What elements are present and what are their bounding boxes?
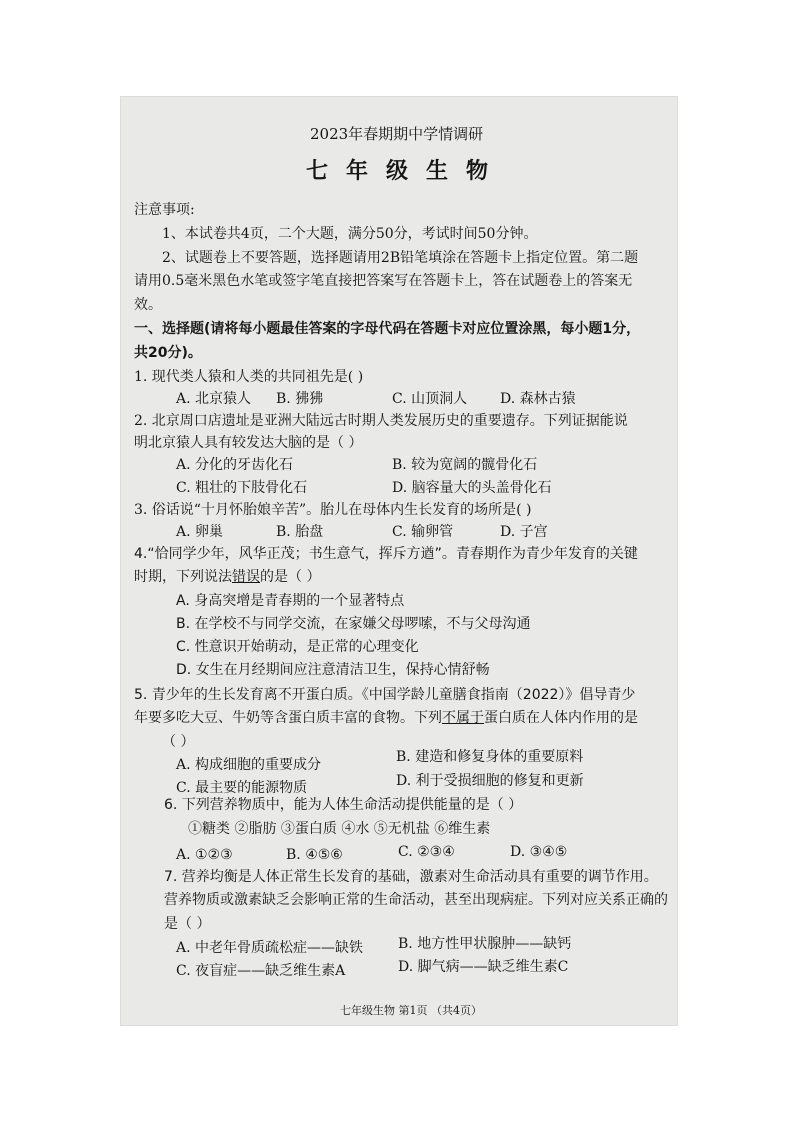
q6-items: ①糖类 ②脂肪 ③蛋白质 ④水 ⑤无机盐 ⑥维生素 [188,821,491,837]
q6-option-c: C. ②③④ [398,844,455,860]
notice-item-2-line-2: 请用0.5毫米黑色水笔或签字笔直接把答案写在答题卡上，答在试题卷上的答案无 [134,273,633,289]
q2-option-a: A. 分化的牙齿化石 [176,457,294,473]
q5-stem-line-2 [134,709,638,727]
q4-option-b: B. 在学校不与同学交流，在家嫌父母啰嗦，不与父母沟通 [176,616,531,632]
q7-option-c: C. 夜盲症——缺乏维生素A [176,963,346,979]
q7-stem-line-1: 7. 营养均衡是人体正常生长发育的基础，激素对生命活动具有重要的调节作用。 [164,869,658,885]
q2-option-b: B. 较为宽阔的髋骨化石 [392,457,538,473]
q5-stem-pre: 年要多吃大豆、牛奶等含蛋白质丰富的食物。下列 [134,710,442,726]
q5-stem-line-1: 5. 青少年的生长发育离不开蛋白质。《中国学龄儿童膳食指南（2022）》倡导青少 [134,687,636,703]
q4-stem-pre: 时期，下列说法 [134,569,232,585]
q3-option-c: C. 输卵管 [392,524,454,540]
q1-option-d: D. 森林古猿 [500,391,576,407]
section-heading-bold: 一、选择题 [134,321,204,337]
q5-option-b: B. 建造和修复身体的重要原料 [396,749,584,765]
q5-option-c: C. 最主要的能源物质 [176,780,308,796]
q5-stem-line-3: （ ） [162,734,195,750]
notice-item-1: 1、本试卷共4页，二个大题，满分50分，考试时间50分钟。 [162,226,538,242]
q6-option-a: A. ①②③ [176,847,233,863]
section-heading-line-2: 共20分)。 [134,345,202,361]
q4-option-d: D. 女生在月经期间应注意清洁卫生，保持心情舒畅 [176,662,490,678]
q4-stem-line-2 [134,568,320,586]
section-heading [134,320,640,338]
exam-title: 七年级生物 [306,158,507,184]
q4-stem-line-1: 4.“恰同学少年，风华正茂；书生意气，挥斥方遒”。青春期作为青少年发育的关键 [134,546,638,562]
q5-stem-underlined: 不属于 [442,710,484,726]
q3-option-b: B. 胎盘 [276,524,324,540]
q5-stem-post: 蛋白质在人体内作用的是 [484,710,638,726]
q5-option-a: A. 构成细胞的重要成分 [176,757,322,773]
q6-option-b: B. ④⑤⑥ [286,847,343,863]
q6-option-d: D. ③④⑤ [510,844,568,860]
q2-option-d: D. 脑容量大的头盖骨化石 [392,480,552,496]
notice-heading: 注意事项: [134,202,195,218]
q2-stem-line-2: 明北京猿人具有较发达大脑的是（ ） [134,435,363,451]
q2-option-c: C. 粗壮的下肢骨化石 [176,480,308,496]
q6-stem: 6. 下列营养物质中，能为人体生命活动提供能量的是（ ） [164,797,523,813]
q5-option-d: D. 利于受损细胞的修复和更新 [396,773,584,789]
q4-stem-post: 的是（ ） [260,569,321,585]
q3-option-d: D. 子宫 [500,524,548,540]
section-heading-rest: (请将每小题最佳答案的字母代码在答题卡对应位置涂黑，每小题1分， [204,321,641,337]
q7-stem-line-3: 是（ ） [164,916,211,932]
q4-stem-underlined: 错误 [232,569,260,585]
q1-option-c: C. 山顶洞人 [392,391,468,407]
q7-option-d: D. 脚气病——缺乏维生素C [398,959,569,975]
q4-option-a: A. 身高突增是青春期的一个显著特点 [176,593,405,609]
q2-stem-line-1: 2. 北京周口店遗址是亚洲大陆远古时期人类发展历史的重要遗存。下列证据能说 [134,413,628,429]
notice-item-2-line-1: 2、试题卷上不要答题，选择题请用2B铅笔填涂在答题卡上指定位置。第二题 [162,250,639,266]
q7-option-b: B. 地方性甲状腺肿——缺钙 [398,936,572,952]
exam-subtitle: 2023年春期期中学情调研 [310,125,484,143]
q1-option-b: B. 狒狒 [276,391,324,407]
exam-page [120,96,678,1026]
q1-option-a: A. 北京猿人 [176,391,252,407]
page-footer: 七年级生物 第1页 （共4页） [340,1004,482,1017]
notice-item-2-line-3: 效。 [134,297,162,313]
q3-option-a: A. 卵巢 [176,524,224,540]
q3-stem: 3. 俗话说“十月怀胎娘辛苦”。胎儿在母体内生长发育的场所是( ) [134,502,532,518]
q4-option-c: C. 性意识开始萌动，是正常的心理变化 [176,639,419,655]
q7-option-a: A. 中老年骨质疏松症——缺铁 [176,940,364,956]
q1-stem: 1. 现代类人猿和人类的共同祖先是( ) [134,369,364,385]
q7-stem-line-2: 营养物质或激素缺乏会影响正常的生命活动，甚至出现病症。下列对应关系正确的 [164,892,668,908]
